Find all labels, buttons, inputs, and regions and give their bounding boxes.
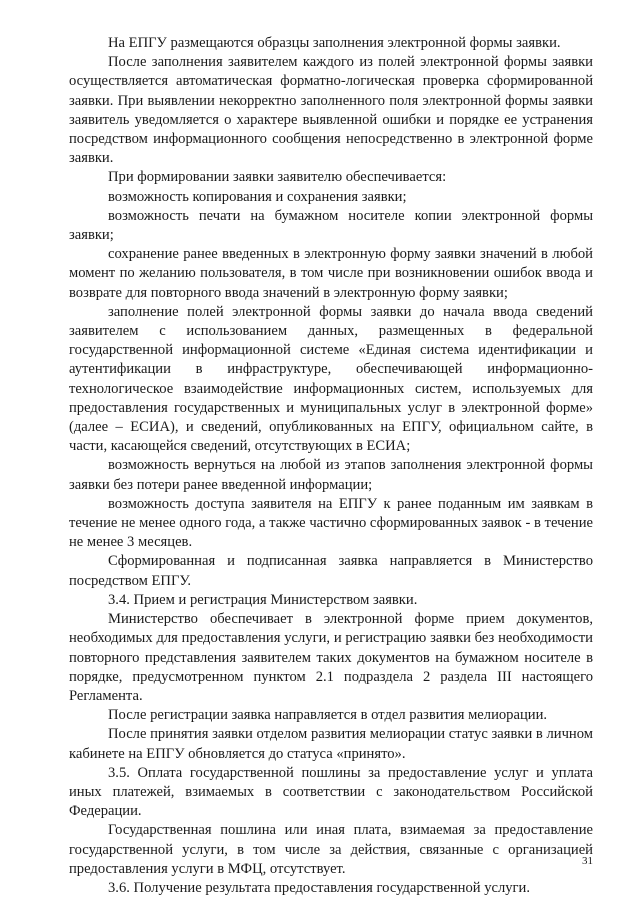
paragraph-ministry-reception: Министерство обеспечивает в электронной форме прием документов, необходимых для предоставления услуги, и регистрацию заявки без необходимости повторного представления заявителем таких документов на бумажном носителе в порядке, предусмотренном пунктом 2.1 подраздела 2 раздела III настоящего Регламента. <box>69 611 593 704</box>
page-number: 31 <box>582 855 593 867</box>
list-item-copy-save: возможность копирования и сохранения заявки; <box>108 188 407 205</box>
section-heading-3-6: 3.6. Получение результата предоставления государственной услуги. <box>108 879 530 896</box>
paragraph-epgu-samples: На ЕПГУ размещаются образцы заполнения электронной формы заявки. <box>108 35 561 51</box>
list-item-autofill-esia: заполнение полей электронной формы заявки до начала ввода сведений заявителем с использованием данных, размещенных в федеральной государственной информационной системе «Единая система идентификации и аутентификации в инфраструктуре, обеспечивающей информационно-технологическое взаимодействие информационных систем, используемых для предоставления государственных и муниципальных услуг в электронной форме» (далее – ЕСИА), и сведений, опубликованных на ЕПГУ, официальном сайте, в части, касающейся сведений, отсутствующих в ЕСИА; <box>69 303 593 455</box>
list-item-return-stage: возможность вернуться на любой из этапов заполнения электронной формы заявки без потери ранее введенной информации; <box>69 457 593 493</box>
paragraph-state-duty: Государственная пошлина или иная плата, взимаемая за предоставление государственной услуги, в том числе за действия, связанные с организацией предоставления услуги в МФЦ, отсутствует. <box>69 822 593 877</box>
paragraph-format-check: После заполнения заявителем каждого из полей электронной формы заявки осуществляется автоматическая форматно-логическая проверка сформированной заявки. При выявлении некорректно заполненного поля электронной формы заявки заявитель уведомляется о характере выявленной ошибки и порядке ее устранения посредством информационного сообщения непосредственно в электронной форме заявки. <box>69 54 593 167</box>
list-item-save-values: сохранение ранее введенных в электронную форму заявки значений в любой момент по желанию пользователя, в том числе при возникновении ошибок ввода и возврате для повторного ввода значений в электронную форму заявки; <box>69 246 593 301</box>
paragraph-after-registration: После регистрации заявка направляется в отдел развития мелиорации. <box>108 707 548 724</box>
section-heading-3-5: 3.5. Оплата государственной пошлины за предоставление услуг и уплата иных платежей, взимаемых в соответствии с законодательством Российской Федерации. <box>69 764 593 820</box>
paragraph-provisions-intro: При формировании заявки заявителю обеспечивается: <box>108 169 447 186</box>
list-item-access-history: возможность доступа заявителя на ЕПГУ к ранее поданным им заявкам в течение не менее одного года, а также частично сформированных заявок - в течение не менее 3 месяцев. <box>69 495 593 551</box>
paragraph-submission: Сформированная и подписанная заявка направляется в Министерство посредством ЕПГУ. <box>69 553 593 589</box>
section-heading-3-4: 3.4. Прием и регистрация Министерством заявки. <box>108 591 418 608</box>
document-body <box>69 34 593 898</box>
paragraph-status-accepted: После принятия заявки отделом развития мелиорации статус заявки в личном кабинете на ЕПГУ обновляется до статуса «принято». <box>69 726 593 762</box>
list-item-print: возможность печати на бумажном носителе копии электронной формы заявки; <box>69 207 593 244</box>
